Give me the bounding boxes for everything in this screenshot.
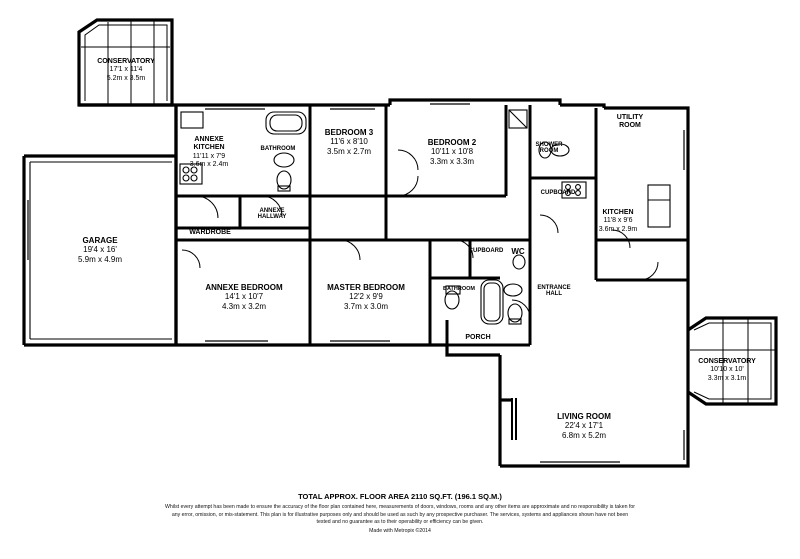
plan-footer [0,492,800,535]
room-imperial: 12'2 x 9'9 [349,292,383,302]
room-name-line1: UTILITY [616,114,644,121]
room-label-living-room [532,412,636,440]
total-floor-area: TOTAL APPROX. FLOOR AREA 2110 SQ.FT. (196.1 SQ.M.) [298,492,502,501]
room-name: BEDROOM 2 [427,138,477,147]
room-metric: 3.5m x 2.7m [326,146,371,156]
room-metric: 6.8m x 5.2m [561,430,606,440]
room-name: KITCHEN [602,209,634,216]
label-wardrobe: WARDROBE [189,229,231,236]
room-name-line2: ROOM [619,122,641,130]
room-label-conservatory-right [676,358,778,383]
room-label-utility-room [602,114,658,131]
room-imperial: 11'8 x 9'6 [603,217,633,225]
room-imperial: 17'1 x 11'4 [109,66,143,74]
room-imperial: 22'4 x 17'1 [564,421,604,431]
label-line2: HALLWAY [257,214,287,220]
room-name: CONSERVATORY [97,58,155,65]
room-label-annexe-kitchen [178,136,240,169]
label-wc: WC [511,247,525,256]
room-label-annexe-bedroom [188,283,300,311]
label-line2: HALL [546,291,562,297]
room-label-bedroom-3 [308,128,390,156]
room-label-garage [58,236,142,264]
label-annexe-hallway [244,208,300,220]
label-porch: PORCH [465,334,491,341]
label-line2: ROOM [539,148,559,154]
disclaimer-text: Whilst every attempt has been made to ensure the accuracy of the floor plan contained here, measurements of doors, windows, rooms and any other items are approximate and no responsibility is taken for any error, omission, or mis-statement. This plan is for illustrative purposes only and should be used as such by any prospective purchaser. The services, systems and appliances shown have not been tested and no guarantee as to their operability or efficiency can be given. [165,504,636,526]
label-line1: ENTRANCE [537,285,571,291]
room-imperial: 14'1 x 10'7 [224,292,264,302]
room-metric: 5.9m x 4.9m [77,254,122,264]
room-metric: 3.3m x 3.3m [429,156,474,166]
label-cupboard-hall: CUPBOARD [468,248,504,254]
room-name: BEDROOM 3 [324,128,374,137]
room-imperial: 11'6 x 8'10 [330,137,368,147]
room-imperial: 19'4 x 16' [83,245,117,255]
label-cupboard-kitchen: CUPBOARD [540,190,576,196]
room-metric: 3.3m x 3.1m [707,374,747,382]
room-metric: 3.6m x 2.4m [189,160,229,168]
credit-text: Made with Metropix ©2014 [369,527,431,534]
label-bathroom-annexe: BATHROOM [260,146,296,152]
room-imperial: 10'10 x 10' [710,366,744,374]
label-entrance-hall [530,285,578,297]
label-line1: SHOWER [535,142,563,148]
label-shower-room [528,142,570,154]
room-label-bedroom-2 [408,138,496,166]
room-label-conservatory-top [78,58,174,83]
room-name: GARAGE [82,236,118,245]
label-bathroom-main: BATHROOM [443,286,475,292]
room-name: CONSERVATORY [698,358,756,365]
room-name: LIVING ROOM [557,412,611,421]
label-line1: ANNEXE [259,208,285,214]
room-name: ANNEXE BEDROOM [205,283,283,292]
room-metric: 4.3m x 3.2m [221,301,266,311]
room-label-master-bedroom [312,283,420,311]
room-label-kitchen [590,209,646,234]
room-imperial: 10'11 x 10'8 [430,147,474,157]
room-name-line1: ANNEXE [194,136,224,143]
room-metric: 3.7m x 3.0m [343,301,388,311]
room-name-line2: KITCHEN [193,144,225,152]
room-name: MASTER BEDROOM [327,283,405,292]
room-metric: 3.6m x 2.9m [598,225,638,233]
room-metric: 5.2m x 3.5m [106,74,146,82]
room-imperial: 11'11 x 7'9 [192,152,226,160]
